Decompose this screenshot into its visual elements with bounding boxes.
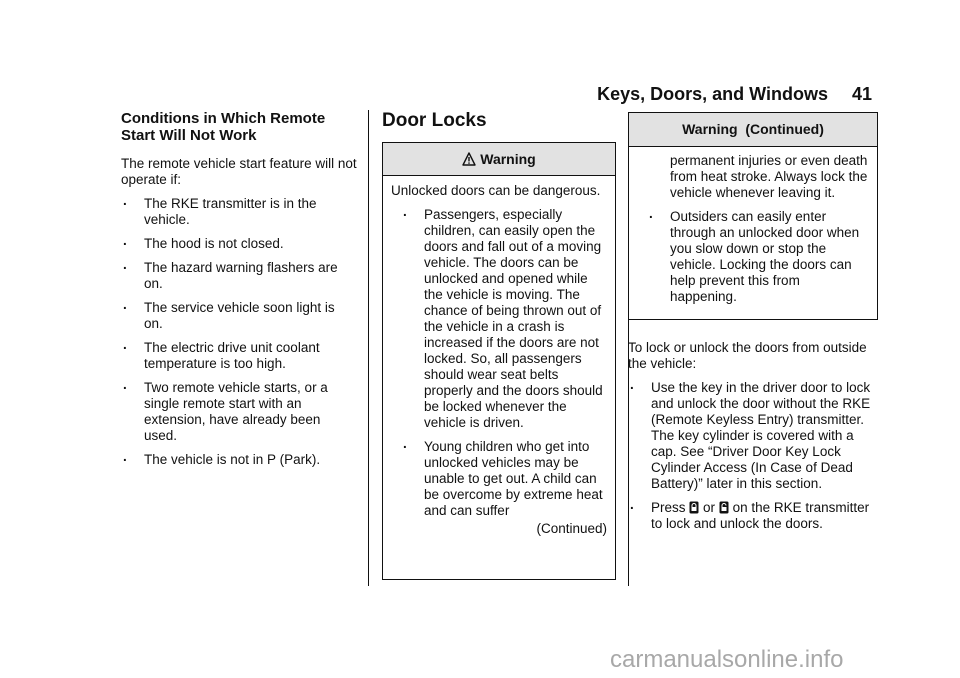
warning-title: Warning	[480, 151, 536, 167]
unlock-icon	[719, 501, 729, 514]
list-item: . Young children who get into unlocked vehicles may be unable to get out. A child can be overcome by extreme heat and can suffer	[391, 439, 607, 519]
section-title: Keys, Doors, and Windows	[597, 84, 828, 104]
column-remote-start	[121, 110, 357, 476]
watermark: carmanualsonline.info	[610, 646, 844, 673]
on-the-text: on the RKE transmitter to lock and unlock the doors.	[651, 500, 870, 531]
list-item: . Two remote vehicle starts, or a single remote start with an extension, have already been used.	[121, 380, 357, 444]
list-item: . The service vehicle soon light is on.	[121, 300, 357, 332]
list-item	[628, 500, 878, 532]
warning-intro: Unlocked doors can be dangerous.	[391, 183, 601, 198]
section-heading: Door Locks	[382, 110, 487, 131]
warning-body	[383, 176, 615, 541]
list-item: . The electric drive unit coolant temperature is too high.	[121, 340, 357, 372]
warning-continuation: permanent injuries or even death from heat stroke. Always lock the vehicle whenever leaving it.	[670, 153, 868, 200]
instruction-list	[628, 380, 878, 532]
press-text: Press	[651, 500, 686, 515]
warning-header	[383, 143, 615, 176]
warning-list	[391, 207, 607, 519]
or-text: or	[703, 500, 716, 515]
warning-box-continued	[628, 112, 878, 320]
page-number: 41	[851, 84, 872, 104]
warning-triangle-icon	[462, 152, 476, 166]
intro-paragraph: To lock or unlock the doors from outside the vehicle:	[628, 340, 867, 371]
warning-body	[629, 147, 877, 317]
lock-icon	[689, 501, 699, 514]
list-item: . Outsiders can easily enter through an unlocked door when you slow down or stop the vehicle. Locking the doors can help prevent this from happening.	[637, 209, 869, 305]
subsection-heading: Conditions in Which Remote Start Will Not Work	[121, 110, 326, 144]
condition-list	[121, 196, 357, 468]
list-item: . Use the key in the driver door to lock and unlock the door without the RKE (Remote Keyless Entry) transmitter. The key cylinder is covered with a cap. See “Driver Door Key Lock Cylinder Access (In Case of Dead Battery)” later in this section.	[628, 380, 878, 492]
list-item: . The vehicle is not in P (Park).	[121, 452, 357, 468]
warning-header: Warning (Continued)	[629, 113, 877, 147]
warning-list	[637, 209, 869, 305]
intro-paragraph: The remote vehicle start feature will not operate if:	[121, 156, 357, 187]
warning-box	[382, 142, 616, 580]
list-item: . The hazard warning flashers are on.	[121, 260, 357, 292]
list-item: . The hood is not closed.	[121, 236, 357, 252]
column-divider	[368, 110, 369, 586]
page-header	[597, 84, 872, 105]
list-item: . The RKE transmitter is in the vehicle.	[121, 196, 357, 228]
column-door-locks-cont	[628, 112, 878, 540]
list-item: . Passengers, especially children, can easily open the doors and fall out of a moving vehicle. The doors can be unlocked and opened while the vehicle is moving. The chance of being thrown out of the vehicle in a crash is increased if the doors are not locked. So, all passengers should wear seat belts properly and the doors should be locked whenever the vehicle is driven.	[391, 207, 607, 431]
continued-label: (Continued)	[536, 521, 607, 536]
column-door-locks	[382, 110, 616, 580]
